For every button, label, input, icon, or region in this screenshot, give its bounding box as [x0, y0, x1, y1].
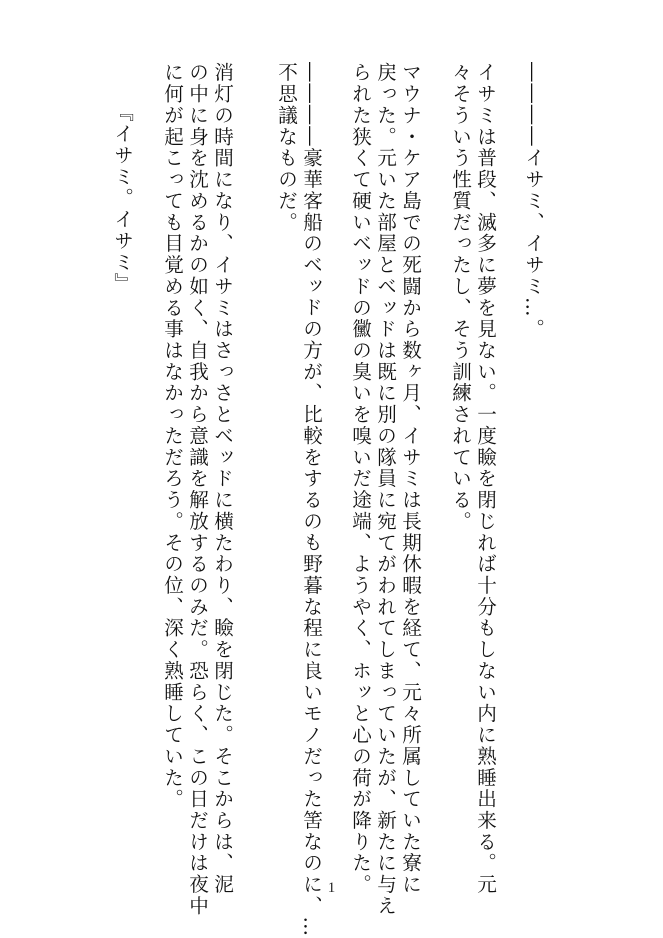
text-line-10: の中に身を沈めるかの如く、自我から意識を解放するのみだ。恐らく、この日だけは夜中: [185, 62, 209, 917]
text-line-3: 々そういう性質だったし、そう訓練されている。: [448, 62, 472, 533]
text-line-5: 戻った。元いた部屋とベッドは既に別の隊員に宛てがわれてしまっていたが、新たに与え: [373, 62, 397, 917]
text-line-6: られた狭くて硬いベッドの黴の臭いを嗅いだ途端、ようやく、ホッと心の荷が降りた。: [348, 62, 372, 896]
text-line-11: に何が起こっても目覚める事はなかっただろう。その位、深く熟睡していた。: [160, 62, 184, 810]
text-line-8: 不思議なものだ。: [274, 62, 298, 233]
text-line-9: 消灯の時間になり、イサミはさっさとベッドに横たわり、瞼を閉じた。そこからは、泥: [210, 62, 234, 896]
text-line-4: マウナ・ケア島での死闘から数ヶ月、イサミは長期休暇を経て、元々所属していた寮に: [398, 62, 422, 896]
text-line-12: 『イサミ。イサミ』: [110, 102, 134, 295]
text-line-7: ――――豪華客船のベッドの方が、比較をするのも野暮な程に良いモノだった筈なのに、…: [299, 62, 323, 938]
text-line-1: ――――イサミ、イサミ…。: [521, 62, 545, 340]
text-line-2: イサミは普段、滅多に夢を見ない。一度瞼を閉じれば十分もしない内に熟睡出来る。元: [473, 62, 497, 896]
page-number: 1: [327, 880, 336, 896]
